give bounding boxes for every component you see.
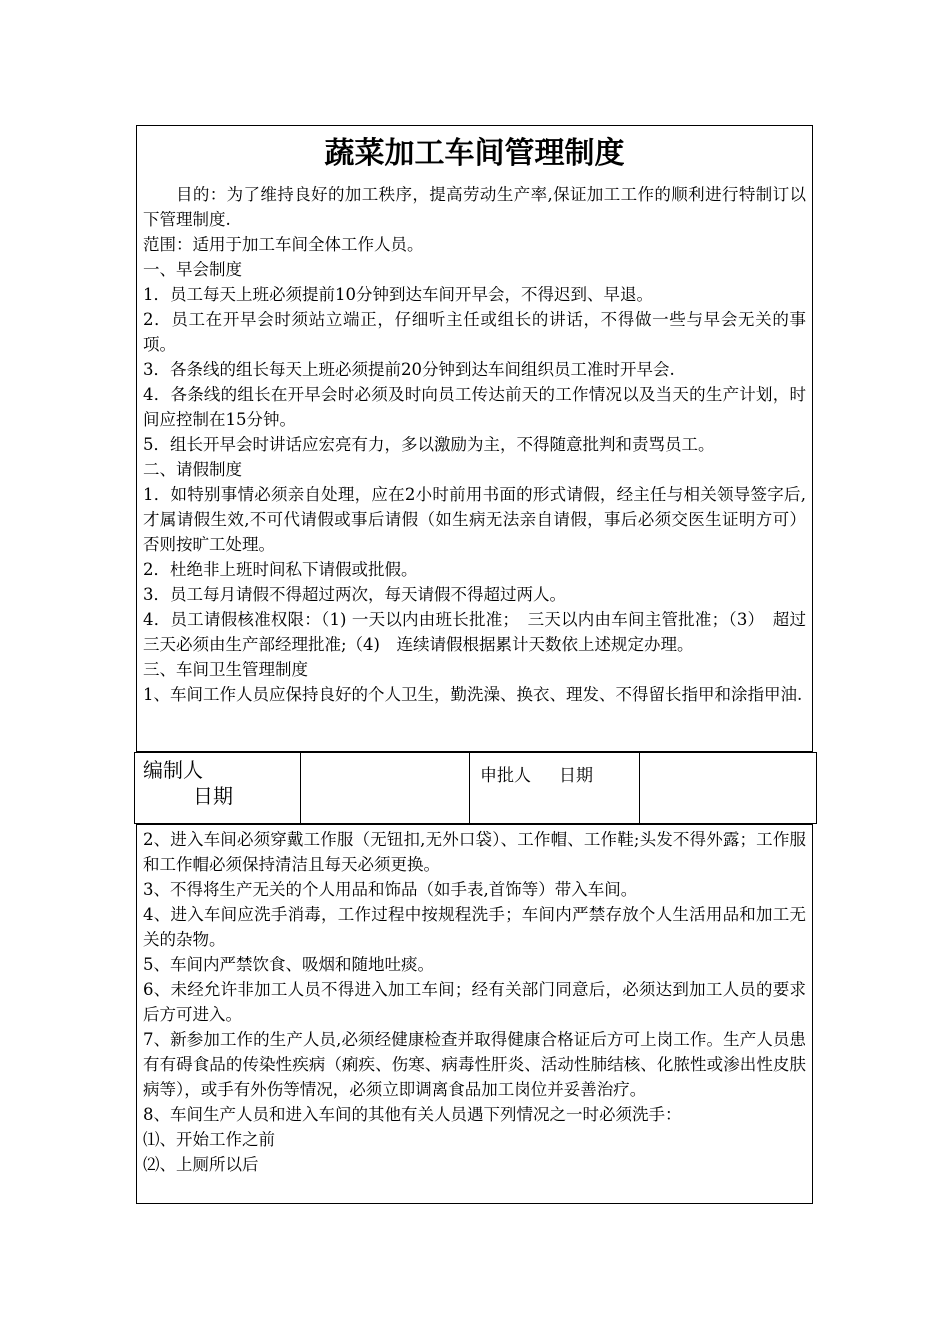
- preparer-cell: [135, 753, 301, 823]
- preparer-signature-field: [301, 753, 470, 823]
- preparer-date-label: 日期: [193, 784, 233, 808]
- section-heading-leave: 二、请假制度: [143, 460, 242, 479]
- rule-paragraph: 3．员工每月请假不得超过两次，每天请假不得超过两人。: [143, 585, 566, 604]
- rule-paragraph: 6、未经允许非加工人员不得进入加工车间；经有关部门同意后，必须达到加工人员的要求后方可进入。: [143, 980, 806, 1024]
- preparer-label: 编制人: [143, 758, 203, 782]
- rule-paragraph: 1．员工每天上班必须提前10分钟到达车间开早会，不得迟到、早退。: [143, 285, 653, 304]
- section-heading-morning-meeting: 一、早会制度: [143, 260, 242, 279]
- list-item: ⑵、上厕所以后: [143, 1155, 259, 1174]
- approver-date-label: 日期: [559, 766, 593, 786]
- rule-paragraph: 7、新参加工作的生产人员,必须经健康检查并取得健康合格证后方可上岗工作。生产人员患有有碍食品的传染性疾病（痢疾、伤寒、病毒性肝炎、活动性肺结核、化脓性或渗出性皮肤病等），或手有外伤等情况，必须立即调离食品加工岗位并妥善治疗。: [143, 1030, 806, 1099]
- signature-table: [134, 752, 817, 824]
- approver-label: 申批人: [480, 766, 531, 786]
- document-title: 蔬菜加工车间管理制度: [324, 136, 625, 171]
- rule-paragraph: 1、车间工作人员应保持良好的个人卫生，勤洗澡、换衣、理发、不得留长指甲和涂指甲油.: [143, 685, 803, 704]
- list-item: ⑴、开始工作之前: [143, 1130, 275, 1149]
- purpose-paragraph: 目的：为了维持良好的加工秩序，提高劳动生产率,保证加工工作的顺利进行特制订以下管理制度.: [143, 185, 806, 229]
- regulation-section-1: [136, 125, 813, 752]
- rule-paragraph: 4、进入车间应洗手消毒，工作过程中按规程洗手；车间内严禁存放个人生活用品和加工无关的杂物。: [143, 905, 806, 949]
- rule-paragraph: 3、不得将生产无关的个人用品和饰品（如手表,首饰等）带入车间。: [143, 880, 638, 899]
- rule-paragraph: 2、进入车间必须穿戴工作服（无钮扣,无外口袋）、工作帽、工作鞋;头发不得外露；工作服和工作帽必须保持清洁且每天必须更换。: [143, 830, 806, 874]
- rule-paragraph: 2．员工在开早会时须站立端正，仔细听主任或组长的讲话，不得做一些与早会无关的事项。: [143, 310, 806, 354]
- section-heading-hygiene: 三、车间卫生管理制度: [143, 660, 308, 679]
- rule-paragraph: 2．杜绝非上班时间私下请假或批假。: [143, 560, 418, 579]
- rule-paragraph: 5、车间内严禁饮食、吸烟和随地吐痰。: [143, 955, 434, 974]
- rule-paragraph: 3．各条线的组长每天上班必须提前20分钟到达车间组织员工准时开早会.: [143, 360, 675, 379]
- rule-paragraph: 4．各条线的组长在开早会时必须及时向员工传达前天的工作情况以及当天的生产计划，时间应控制在15分钟。: [143, 385, 806, 429]
- rule-paragraph: 4．员工请假核准权限：（1) 一天以内由班长批准； 三天以内由车间主管批准；（3） 超过三天必须由生产部经理批准;（4) 连续请假根据累计天数依上述规定办理。: [143, 610, 806, 654]
- rule-paragraph: 1．如特别事情必须亲自处理，应在2小时前用书面的形式请假，经主任与相关领导签字后,才属请假生效,不可代请假或事后请假（如生病无法亲自请假，事后必须交医生证明方可）否则按旷工处理。: [143, 485, 806, 554]
- approver-signature-field: [640, 753, 816, 823]
- approver-cell: [470, 753, 640, 823]
- rule-paragraph: 8、车间生产人员和进入车间的其他有关人员遇下列情况之一时必须洗手：: [143, 1105, 682, 1124]
- scope-paragraph: 范围：适用于加工车间全体工作人员。: [143, 235, 424, 254]
- regulation-section-2: [136, 824, 813, 1204]
- rule-paragraph: 5．组长开早会时讲话应宏亮有力，多以激励为主，不得随意批判和责骂员工。: [143, 435, 715, 454]
